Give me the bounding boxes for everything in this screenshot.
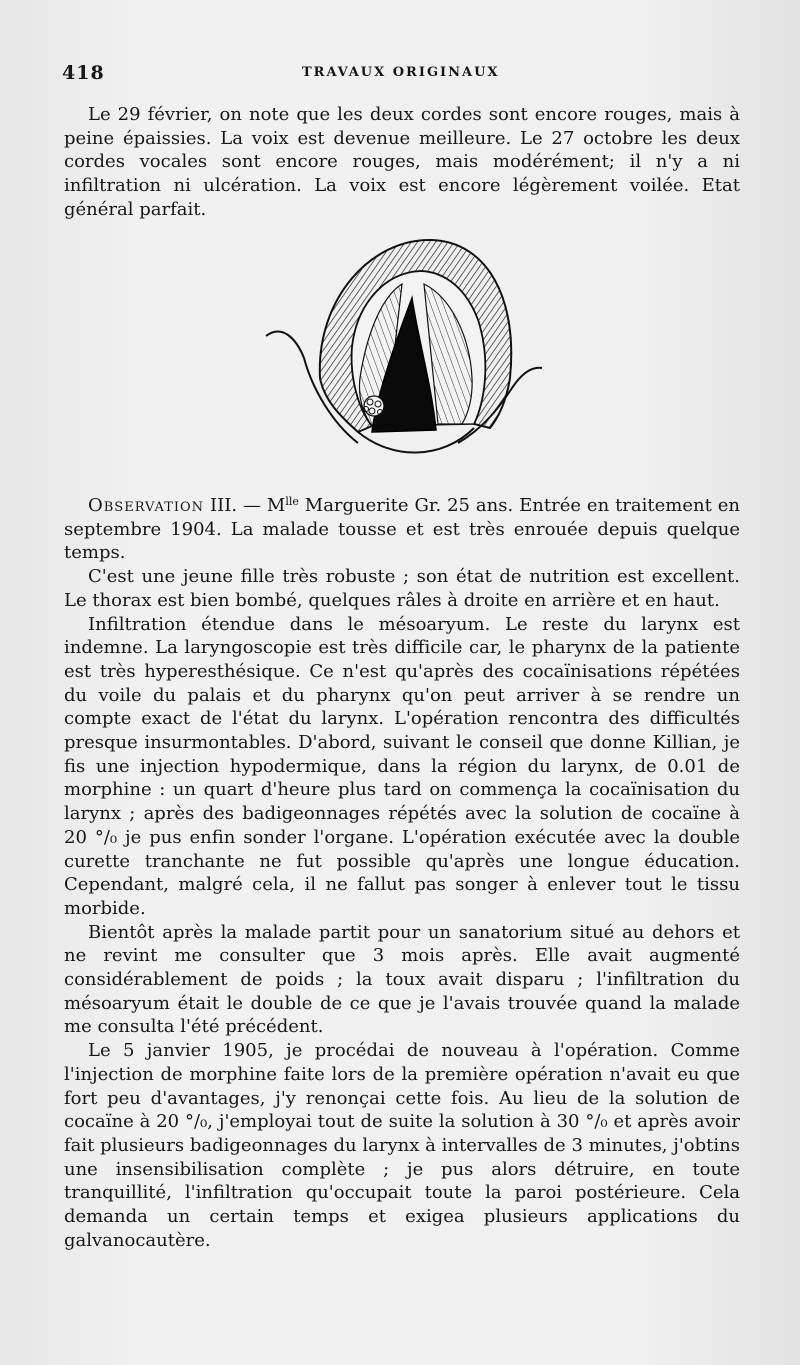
observation-text: Marguerite Gr. 25 ans. Entrée en traitement en septembre 1904. La malade tousse et est très enrouée depuis quelque temps. <box>64 495 740 564</box>
title-abbr: M <box>266 495 286 516</box>
page-header <box>62 62 742 86</box>
paragraph: C'est une jeune fille très robuste ; son état de nutrition est excellent. Le thorax est bien bombé, quelques râles à droite en arrière et en haut. <box>64 566 740 611</box>
infiltration-nodule <box>364 396 385 416</box>
observation-dash: — <box>237 495 267 516</box>
observation-number: III. <box>209 495 238 516</box>
body-text-top <box>64 103 740 222</box>
larynx-illustration <box>262 228 548 464</box>
larynx-drawing <box>262 228 548 464</box>
observation-heading-paragraph <box>64 490 740 565</box>
paragraph: Le 29 février, on note que les deux cordes sont encore rouges, mais à peine épaissies. La voix est devenue meilleure. Le 27 octobre les deux cordes vocales sont encore rouges, mais modérément; il n'y a ni infiltration ni ulcération. La voix est encore légèrement voilée. Etat général parfait. <box>64 104 740 220</box>
paragraph: Bientôt après la malade partit pour un sanatorium situé au dehors et ne revint me consulter que 3 mois après. Elle avait augmenté considérablement de poids ; la toux avait disparu ; l'infiltration du mésoaryum était le double de ce que je l'avais trouvée quand la malade me consulta l'été précédent. <box>64 921 740 1038</box>
paragraph: Le 5 janvier 1905, je procédai de nouveau à l'opération. Comme l'injection de morphine faite lors de la première opération n'avait eu que fort peu d'avantages, j'y renonçai cette fois. Au lieu de la solution de cocaïne à 20 °/₀, j'employai tout de suite la solution à 30 °/₀ et après avoir fait plusieurs badigeonnages du larynx à intervalles de 3 minutes, j'obtins une insensibilisation complète ; je pus alors détruire, en toute tranquillité, l'infiltration qu'occupait toute la paroi postérieure. Cela demanda un certain temps et exigea plusieurs applications du galvanocautère. <box>64 1040 740 1251</box>
page-number: 418 <box>62 62 105 84</box>
paragraph: Infiltration étendue dans le mésoaryum. Le reste du larynx est indemne. La laryngoscopie est très difficile car, le pharynx de la patiente est très hyperesthésique. Ce n'est qu'après des cocaïnisations répétées du voile du palais et du pharynx qu'on peut arriver à se rendre un compte exact de l'état du larynx. L'opération rencontra des difficultés presque insurmontables. D'abord, suivant le conseil que donne Killian, je fis une injection hypodermique, dans la région du larynx, de 0.01 de morphine : un quart d'heure plus tard on commença la cocaïnisation du larynx ; après des badigeonnages répétés avec la solution de cocaïne à 20 °/₀ je pus enfin sonder l'organe. L'opération exécutée avec la double curette tranchante ne fut possible qu'après une longue éducation. Cependant, malgré cela, il ne fallut pas songer à enlever tout le tissu morbide. <box>64 613 740 919</box>
body-text-bottom <box>64 490 740 1253</box>
running-title: TRAVAUX ORIGINAUX <box>302 65 500 80</box>
observation-label: Observation <box>88 495 205 516</box>
title-superscript: lle <box>285 495 299 508</box>
